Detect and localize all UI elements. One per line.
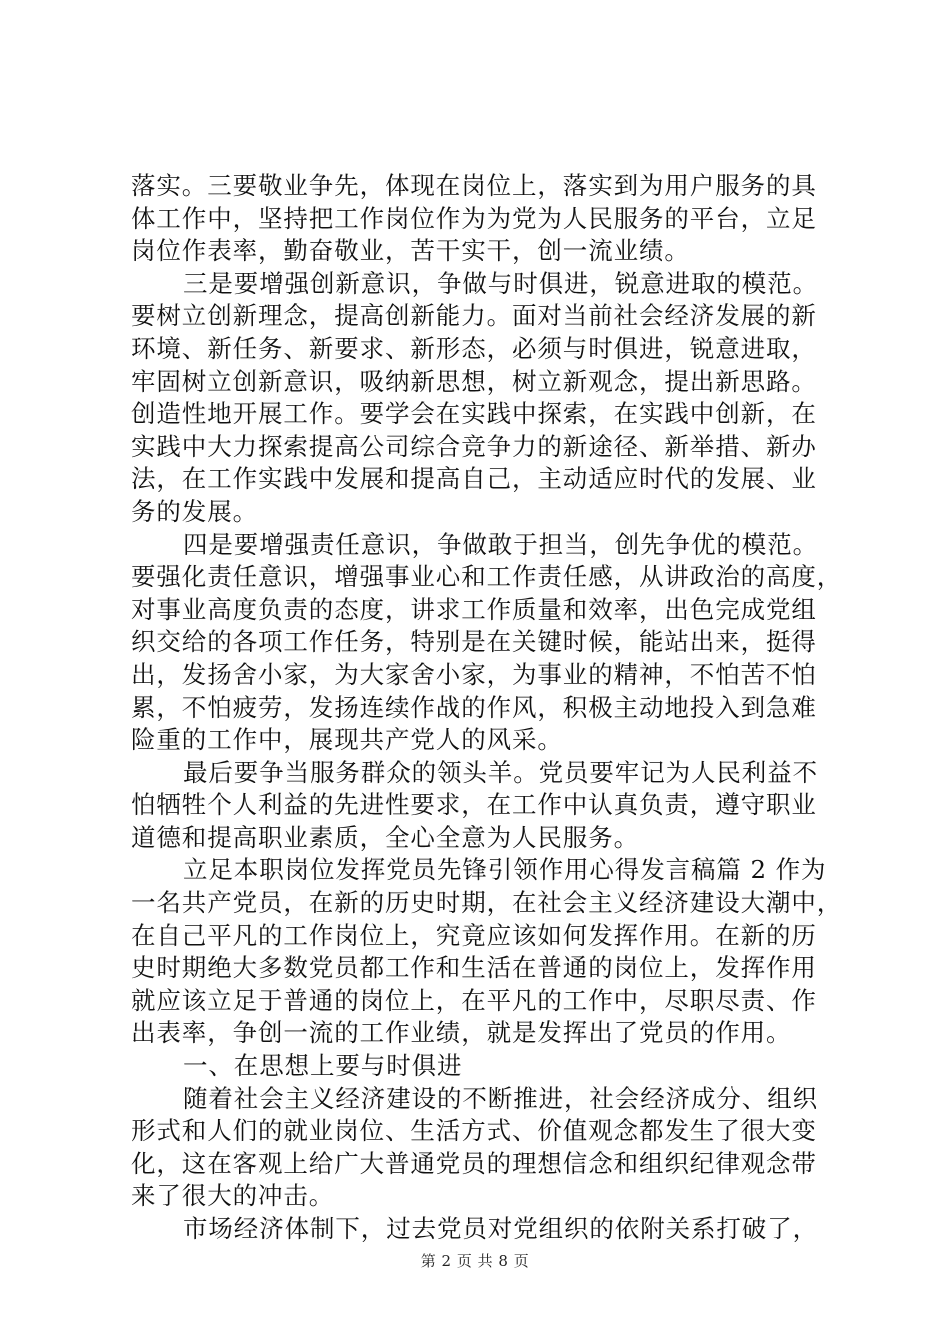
- text-line: 四是要增强责任意识，争做敢于担当，创先争优的模范。: [183, 529, 818, 559]
- text-line: 道德和提高职业素质，全心全意为人民服务。: [131, 822, 639, 852]
- text-line: 创造性地开展工作。要学会在实践中探索，在实践中创新，在: [131, 399, 817, 429]
- text-line: 环境、新任务、新要求、新形态，必须与时俱进，锐意进取，: [131, 333, 817, 363]
- document-body: [131, 170, 843, 1246]
- text-line: 对事业高度负责的态度，讲求工作质量和效率，出色完成党组: [131, 594, 817, 624]
- text-line: 最后要争当服务群众的领头羊。党员要牢记为人民利益不: [183, 757, 818, 787]
- page-footer: 第 2 页 共 8 页: [420, 1252, 530, 1270]
- text-line: 要树立创新理念，提高创新能力。面对当前社会经济发展的新: [131, 301, 817, 331]
- text-line: 随着社会主义经济建设的不断推进，社会经济成分、组织: [183, 1083, 818, 1113]
- text-line: 务的发展。: [131, 496, 258, 526]
- text-line: 一、在思想上要与时俱进: [183, 1051, 463, 1081]
- text-line: 牢固树立创新意识，吸纳新思想，树立新观念，提出新思路。: [131, 366, 817, 396]
- text-line: 出，发扬舍小家，为大家舍小家，为事业的精神，不怕苦不怕: [131, 659, 817, 689]
- text-line: 累，不怕疲劳，发扬连续作战的作风，积极主动地投入到急难: [131, 692, 817, 722]
- text-line: 化，这在客观上给广大普通党员的理想信念和组织纪律观念带: [131, 1148, 817, 1178]
- text-line: 三是要增强创新意识，争做与时俱进，锐意进取的模范。: [183, 268, 818, 298]
- text-line: 市场经济体制下，过去党员对党组织的依附关系打破了，: [183, 1214, 818, 1243]
- text-line: 织交给的各项工作任务，特别是在关键时候，能站出来，挺得: [131, 627, 817, 657]
- text-line: 落实。三要敬业争先，体现在岗位上，落实到为用户服务的具: [131, 171, 817, 200]
- text-line: 出表率，争创一流的工作业绩，就是发挥出了党员的作用。: [131, 1018, 792, 1048]
- text-line: 在自己平凡的工作岗位上，究竟应该如何发挥作用。在新的历: [131, 920, 817, 950]
- text-line: 岗位作表率，勤奋敬业，苦干实干，创一流业绩。: [131, 236, 690, 266]
- text-line: 体工作中，坚持把工作岗位作为为党为人民服务的平台，立足: [131, 203, 817, 233]
- text-line: 要强化责任意识，增强事业心和工作责任感，从讲政治的高度，: [131, 562, 843, 592]
- text-line: 险重的工作中，展现共产党人的风采。: [131, 725, 563, 755]
- text-line: 立足本职岗位发挥党员先锋引领作用心得发言稿篇 2 作为: [183, 855, 827, 885]
- text-line: 就应该立足于普通的岗位上，在平凡的工作中，尽职尽责、作: [131, 985, 817, 1015]
- text-line: 形式和人们的就业岗位、生活方式、价值观念都发生了很大变: [131, 1116, 817, 1146]
- text-line: 一名共产党员，在新的历史时期，在社会主义经济建设大潮中，: [131, 888, 843, 918]
- text-line: 法，在工作实践中发展和提高自己，主动适应时代的发展、业: [131, 464, 817, 494]
- text-line: 实践中大力探索提高公司综合竞争力的新途径、新举措、新办: [131, 431, 817, 461]
- text-line: 来了很大的冲击。: [131, 1181, 335, 1211]
- text-line: 史时期绝大多数党员都工作和生活在普通的岗位上，发挥作用: [131, 953, 817, 983]
- text-line: 怕牺牲个人利益的先进性要求，在工作中认真负责，遵守职业: [131, 790, 817, 820]
